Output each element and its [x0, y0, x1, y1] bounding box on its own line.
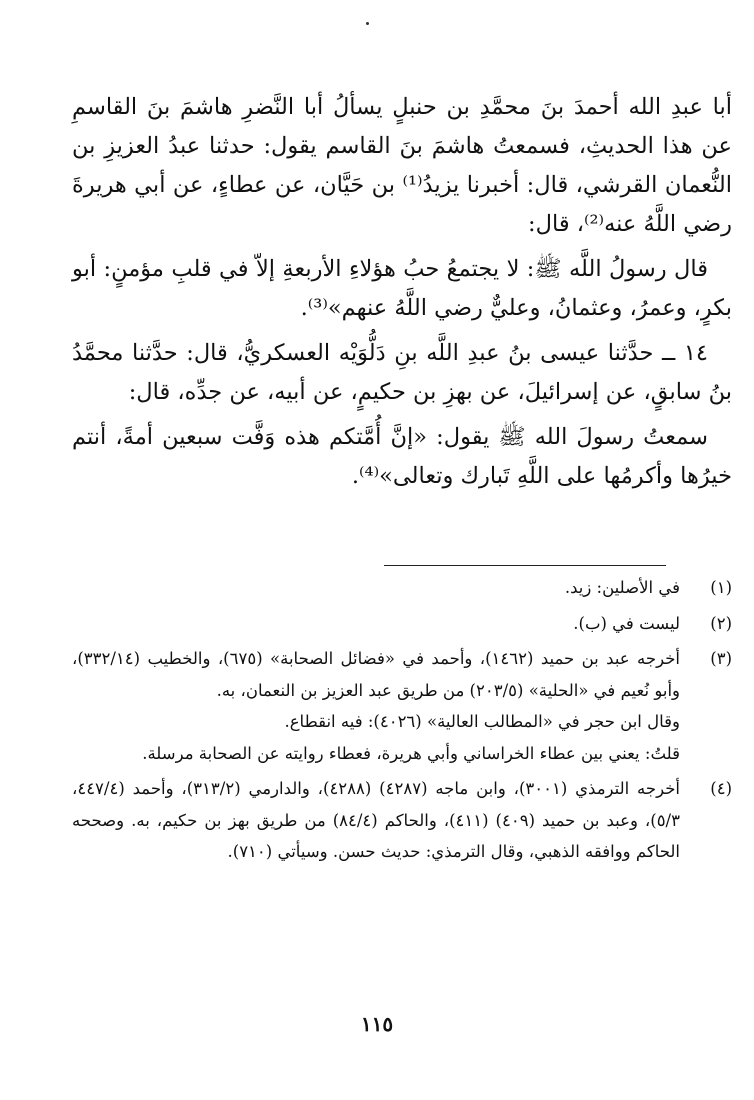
footnote-2 [72, 608, 732, 640]
footnote-3 [72, 643, 732, 769]
footnote-text: أخرجه الترمذي (٣٠٠١)، وابن ماجه (٤٢٨٧) (٤٢٨٨)، والدارمي (٣١٣/٢)، وأحمد (٤٤٧/٤، ٥/٣)، وعبد بن حميد (٤٠٩) (٤١١)، والحاكم (٨٤/٤) من طريق بهز بن حكيم، به. وصححه الحاكم ووافقه الذهبي، وقال الترمذي: حديث حسن. وسيأتي (٧١٠). [72, 779, 680, 861]
footnote-text: في الأصلين: زيد. [564, 578, 680, 597]
footnote-number: (١) [710, 578, 732, 597]
footnote-divider [384, 565, 666, 566]
main-paragraph-4: سمعتُ رسولَ الله ﷺ يقول: «إنَّ أُمَّتكم هذه وَفَّت سبعين أمةً، أنتم خيرُها وأكرمُها على اللَّهِ تَبارك وتعالى»⁽⁴⁾. [72, 424, 732, 489]
main-paragraph-3: ١٤ ــ حدَّثنا عيسى بنُ عبدِ اللَّه بنِ دَلُّوَيْه العسكريُّ، قال: حدَّثنا محمَّدُ بنُ سابقٍ، عن إسرائيلَ، عن بهزِ بن حكيمٍ، عن أبيه، عن جدِّه، قال: [72, 340, 732, 405]
main-paragraph-1: أبا عبدِ الله أحمدَ بنَ محمَّدِ بن حنبلٍ يسألُ أبا النَّضرِ هاشمَ بنَ القاسمِ عن هذا الحديثِ، فسمعتُ هاشمَ بنَ القاسم يقول: حدثنا عبدُ العزيزِ بن النُّعمان القرشي، قال: أخبرنا يزيدُ⁽¹⁾ بن حَيَّان، عن عطاءٍ، عن أبي هريرةَ رضي اللَّهُ عنه⁽²⁾، قال: [72, 94, 732, 237]
footnote-text: ليست في (ب). [573, 613, 680, 633]
footnote-4 [72, 773, 732, 868]
footnote-text: أخرجه عبد بن حميد (١٤٦٢)، وأحمد في «فضائل الصحابة» (٦٧٥)، والخطيب (٣٣٢/١٤)، وأبو نُعيم في «الحلية» (٢٠٣/٥) من طريق عبد العزيز بن النعمان، به. [72, 649, 680, 700]
footnote-number: (٤) [710, 779, 732, 798]
top-dot-mark [366, 22, 369, 25]
page-number: ١١٥ [360, 1012, 394, 1036]
footnote-number: (٣) [710, 649, 732, 668]
main-text [72, 88, 732, 496]
main-paragraph-2: قال رسولُ اللَّه ﷺ: لا يجتمعُ حبُ هؤلاءِ الأربعةِ إلاّ في قلبِ مؤمنٍ: أبو بكرٍ، وعمرُ، وعثمانُ، وعليٌّ رضي اللَّهُ عنهم»⁽³⁾. [72, 256, 732, 321]
footnotes [72, 572, 732, 868]
footnote-number: (٢) [710, 613, 732, 633]
footnote-text: قلتُ: يعني بين عطاء الخراساني وأبي هريرة، فعطاء روايته عن الصحابة مرسلة. [142, 743, 680, 763]
footnote-text: وقال ابن حجر في «المطالب العالية» (٤٠٢٦): فيه انقطاع. [284, 712, 680, 731]
footnote-1 [72, 572, 732, 604]
